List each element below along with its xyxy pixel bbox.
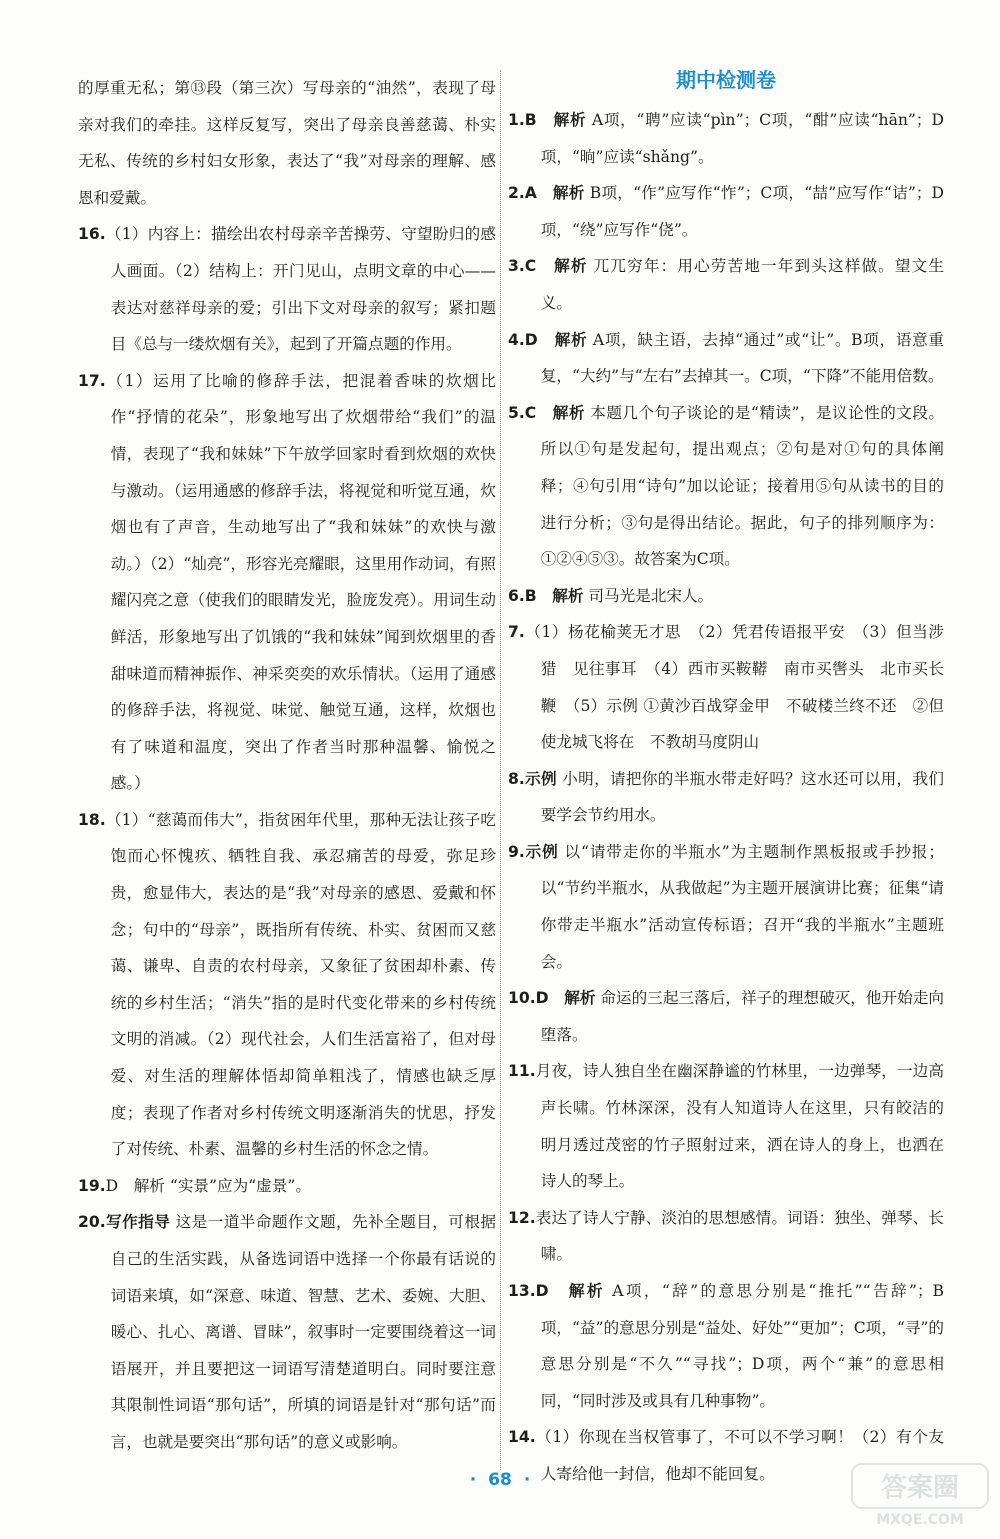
answer-label: C 解析	[524, 403, 585, 422]
answer-text: 这是一道半命题作文题，先补全题目，可根据自己的生活实践，从备选词语中选择一个你最有话说的词语来填，如“深意、味道、智慧、艺术、委婉、大胆、暖心、扎心、离谱、冒昧”，叙事时一定要围绕着这一词语展开，并且要把这一词语写清楚道明白。同时要注意其限制性词语“那句话”，所填的词语是针对“那句话”而言，也就是要突出“那句话”的意义或影响。	[110, 1213, 496, 1451]
question-number: 11.	[508, 1062, 536, 1081]
answer-item	[508, 1273, 944, 1419]
question-number: 10.	[508, 989, 536, 1008]
answer-text: （1）杨花榆荚无才思 （2）凭君传语报平安 （3）但当涉猎 见往事耳 （4）西市买鞍鞯 南市买辔头 北市买长鞭 （5）示例 ①黄沙百战穿金甲 不破楼兰终不还 ②但使龙城飞将在 不教胡马度阴山	[524, 623, 944, 752]
answer-label: C 解析	[524, 257, 588, 276]
answer-item	[78, 70, 496, 216]
answer-text: B项，“作”应写作“怍”；C项，“喆”应写作“诘”；D项，“绕”应写作“侥”。	[540, 184, 944, 239]
answer-item	[508, 322, 944, 395]
question-number: 3.	[508, 257, 525, 276]
answer-text: 月夜，诗人独自坐在幽深静谧的竹林里，一边弹琴，一边高声长啸。竹林深深，没有人知道诗人在这里，只有皎洁的明月透过茂密的竹子照射过来，洒在诗人的身上，也洒在诗人的琴上。	[535, 1062, 944, 1191]
answer-item	[508, 614, 944, 760]
answer-text: 以“请带走你的半瓶水”为主题制作黑板报或手抄报；以“节约半瓶水，从我做起”为主题开展演讲比赛；征集“请你带走半瓶水”活动宣传标语；召开“我的半瓶水”主题班会。	[540, 842, 944, 971]
right-column	[508, 70, 944, 1493]
question-number: 8.	[508, 769, 525, 788]
answer-item	[78, 802, 496, 1168]
answer-label: B 解析	[524, 586, 584, 605]
page-number-value: 68	[488, 1470, 512, 1490]
question-number: 20.	[78, 1213, 106, 1232]
question-number: 7.	[508, 623, 525, 642]
answer-item	[508, 175, 944, 248]
right-items	[508, 102, 944, 1493]
answer-text: （1）你现在当权管事了，不可以不学习啊！（2）有个友人寄给他一封信，他却不能回复。	[535, 1428, 944, 1483]
answer-text: （1）运用了比喻的修辞手法，把混着香味的炊烟比作“抒情的花朵”，形象地写出了炊烟带给“我们”的温情，表现了“我和妹妹”下午放学回家时看到炊烟的欢快与激动。（运用通感的修辞手法，将视觉和听觉互通，炊烟也有了声音，生动地写出了“我和妹妹”的欢快与激动。）（2）“灿亮”，形容光亮耀眼，这里用作动词，有照耀闪亮之意（使我们的眼睛发光，脸庞发亮）。用词生动鲜活，形象地写出了饥饿的“我和妹妹”闻到炊烟里的香甜味道而精神振作、神采奕奕的欢乐情状。（运用了通感的修辞手法，将视觉、味觉、触觉互通，这样，炊烟也有了味道和温度，突出了作者当时那种温馨、愉悦之感。）	[105, 371, 496, 793]
answer-text: （1）内容上：描绘出农村母亲辛苦操劳、守望盼归的感人画面。（2）结构上：开门见山，点明文章的中心——表达对慈祥母亲的爱；引出下文对母亲的叙写；紧扣题目《总与一缕炊烟有关》，起到了开篇点题的作用。	[105, 225, 496, 354]
question-number: 18.	[78, 810, 106, 829]
question-number: 2.	[508, 184, 525, 203]
answer-item	[508, 1200, 944, 1273]
answer-label: 示例	[524, 842, 559, 861]
answer-label: D 解析	[535, 989, 596, 1008]
watermark-logo	[850, 1460, 990, 1530]
answer-item	[78, 1168, 496, 1205]
answer-text: D 解析 “实景”应为“虚景”。	[105, 1176, 311, 1195]
question-number: 6.	[508, 586, 525, 605]
question-number: 5.	[508, 403, 525, 422]
answer-text: 兀兀穷年：用心劳苦地一年到头这样做。望文生义。	[540, 257, 944, 312]
answer-text: 小明，请把你的半瓶水带走好吗？这水还可以用，我们要学会节约用水。	[540, 769, 944, 825]
question-number: 14.	[508, 1428, 536, 1447]
answer-label: D 解析	[535, 1282, 605, 1300]
answer-label: D 解析	[524, 330, 588, 349]
answer-item	[78, 216, 496, 362]
answer-text: 司马光是北宋人。	[583, 586, 714, 605]
svg-text:MXQE.COM: MXQE.COM	[876, 1512, 964, 1528]
answer-text: A项，缺主语，去掉“通过”或“让”。B项，语意重复，“大约”与“左右”去掉其一。C项，“下降”不能用倍数。	[540, 330, 944, 386]
question-number: 13.	[508, 1282, 536, 1300]
left-column	[78, 70, 496, 1461]
section-title: 期中检测卷	[676, 68, 776, 92]
svg-text:答案圈: 答案圈	[880, 1473, 960, 1503]
column-divider	[500, 70, 501, 1470]
answer-item	[78, 363, 496, 802]
answer-text: 的厚重无私；第⑬段（第三次）写母亲的“油然”，表现了母亲对我们的牵挂。这样反复写，突出了母亲良善慈蔼、朴实无私、传统的乡村妇女形象，表达了“我”对母亲的理解、感恩和爱戴。	[78, 79, 496, 207]
question-number: 12.	[508, 1208, 536, 1227]
answer-item	[508, 102, 944, 175]
answer-item	[508, 395, 944, 578]
answer-label: 示例	[524, 769, 557, 788]
question-number: 16.	[78, 225, 106, 244]
question-number: 17.	[78, 371, 106, 390]
answer-text: A项，“辞”的意思分别是“推托”“告辞”；B项，“益”的意思分别是“益处、好处”“更加”；C项，“寻”的意思分别是“不久”“寻找”；D项，两个“兼”的意思相同，“同时涉及或具有几种事物”。	[540, 1282, 944, 1410]
answer-text: 本题几个句子谈论的是“精读”，是议论性的文段。所以①句是发起句，提出观点；②句是对①句的具体阐释；④句引用“诗句”加以论证；接着用⑤句从读书的目的进行分析；③句是得出结论。据此，句子的排列顺序为：①②④⑤③。故答案为C项。	[540, 403, 944, 569]
question-number: 4.	[508, 330, 525, 349]
question-number: 19.	[78, 1176, 106, 1195]
answer-item	[508, 248, 944, 321]
question-number: 9.	[508, 842, 525, 861]
answer-label: B 解析	[524, 111, 587, 129]
answer-item	[508, 1053, 944, 1199]
answer-text: 命运的三起三落后，祥子的理想破灭，他开始走向堕落。	[540, 989, 944, 1044]
page-number: · 68 ·	[469, 1470, 531, 1490]
answer-item	[508, 980, 944, 1053]
answer-text: （1）“慈蔼而伟大”，指贫困年代里，那种无法让孩子吃饱而心怀愧疚、牺牲自我、承忍痛苦的母爱，弥足珍贵，愈显伟大，表达的是“我”对母亲的感恩、爱戴和怀念；句中的“母亲”，既指所有传统、朴实、贫困而又慈蔼、谦卑、自责的农村母亲，又象征了贫困却朴素、传统的乡村生活；“消失”指的是时代变化带来的乡村传统文明的消减。（2）现代社会，人们生活富裕了，但对母爱、对生活的理解体悟却简单粗浅了，情感也缺乏厚度；表现了作者对乡村传统文明逐渐消失的忧思，抒发了对传统、朴素、温馨的乡村生活的怀念之情。	[105, 810, 496, 1159]
answer-label: 写作指导	[105, 1213, 171, 1232]
answer-item	[508, 578, 944, 615]
answer-text: 表达了诗人宁静、淡泊的思想感情。词语：独坐、弹琴、长啸。	[535, 1208, 944, 1264]
answer-item	[508, 834, 944, 980]
answer-item	[78, 1204, 496, 1460]
answer-item	[508, 761, 944, 834]
answer-text: A项，“聘”应读“pìn”；C项，“酣”应读“hān”；D项，“晌”应读“shǎng”。	[540, 111, 944, 166]
answer-label: A 解析	[524, 184, 585, 203]
question-number: 1.	[508, 111, 525, 129]
